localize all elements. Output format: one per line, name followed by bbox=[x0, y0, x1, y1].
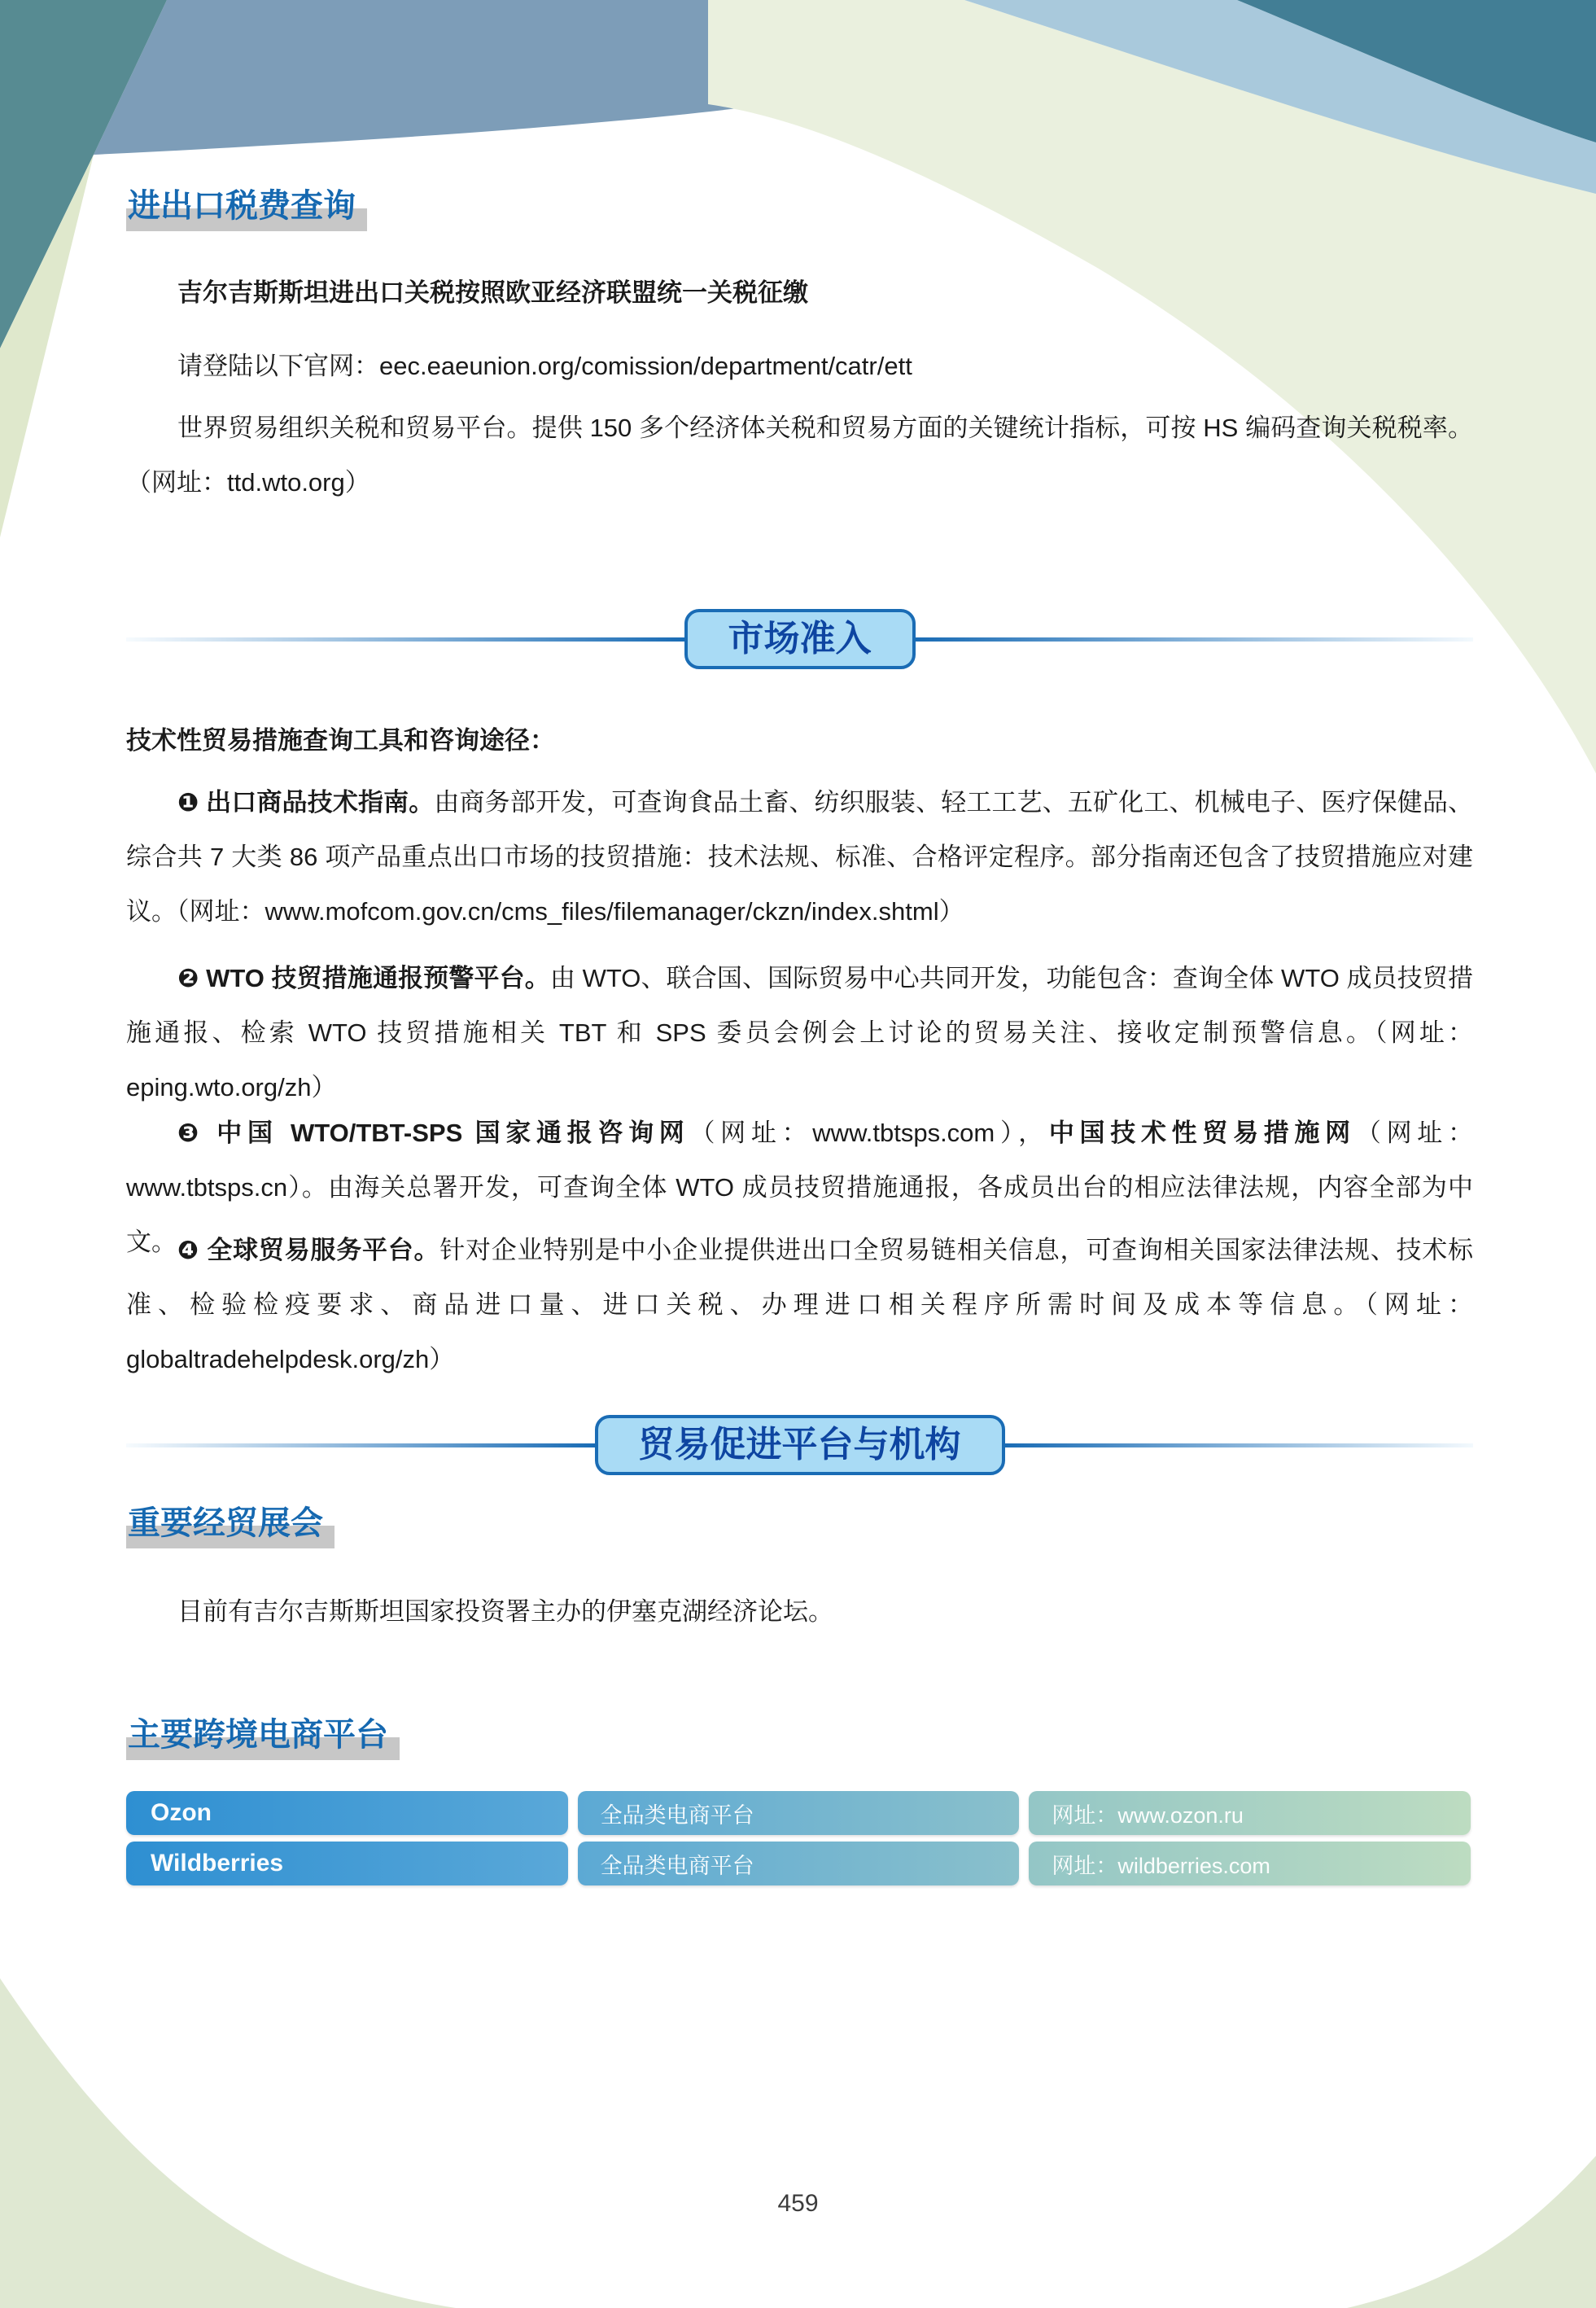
tbt-item-2-body: 由 WTO、联合国、国际贸易中心共同开发，功能包含：查询全体 WTO 成员技贸措施通报、检索 WTO 技贸措施相关 TBT 和 SPS 委员会例会上讨论的贸易关注、接收定制预警信息。（网址：eping.wto.org/zh） bbox=[126, 964, 1473, 1101]
banner-line-right bbox=[916, 637, 1474, 642]
ecommerce-heading: 主要跨境电商平台 bbox=[126, 1713, 400, 1760]
tax-bold-statement: 吉尔吉斯斯坦进出口关税按照欧亚经济联盟统一关税征缴 bbox=[177, 278, 808, 307]
trade-promotion-banner-title: 贸易促进平台与机构 bbox=[595, 1415, 1005, 1475]
tbt-tools-heading: 技术性贸易措施查询工具和咨询途径： bbox=[126, 726, 555, 755]
ecommerce-platform-table bbox=[126, 1791, 1471, 1885]
banner-line-left bbox=[126, 637, 684, 642]
tbt-item-1 bbox=[126, 775, 1473, 939]
page-number: 459 bbox=[777, 2190, 819, 2217]
banner-line-left bbox=[126, 1443, 595, 1447]
tbt-item-4-body: 针对企业特别是中小企业提供进出口全贸易链相关信息，可查询相关国家法律法规、技术标准、检验检疫要求、商品进口量、进口关税、办理进口相关程序所需时间及成本等信息。（网址：globaltradehelpdesk.org/zh） bbox=[126, 1236, 1473, 1373]
platform-name: Wildberries bbox=[126, 1842, 568, 1885]
decor-top-blue-gray-shape bbox=[94, 0, 745, 155]
tbt-item-4-lead: ❹ 全球贸易服务平台。 bbox=[177, 1236, 440, 1264]
tbt-item-2-lead: ❷ WTO 技贸措施通报预警平台。 bbox=[177, 964, 550, 992]
tax-query-heading: 进出口税费查询 bbox=[126, 184, 367, 231]
trade-promotion-banner bbox=[126, 1415, 1473, 1475]
tax-wto-paragraph: 世界贸易组织关税和贸易平台。提供 150 多个经济体关税和贸易方面的关键统计指标，可按 HS 编码查询关税税率。（网址：ttd.wto.org） bbox=[126, 414, 1473, 497]
tbt-item-1-lead: ❶ 出口商品技术指南。 bbox=[177, 788, 435, 817]
platform-name: Ozon bbox=[126, 1791, 568, 1835]
market-access-banner-title: 市场准入 bbox=[684, 609, 916, 669]
platform-url: 网址：www.ozon.ru bbox=[1029, 1791, 1471, 1835]
market-access-banner bbox=[126, 609, 1473, 669]
expo-text: 目前有吉尔吉斯斯坦国家投资署主办的伊塞克湖经济论坛。 bbox=[177, 1597, 833, 1626]
decor-bottom-left-pale-green-shape bbox=[0, 1978, 456, 2308]
tax-login-line: 请登陆以下官网：eec.eaeunion.org/comission/department/catr/ett bbox=[177, 352, 912, 380]
tbt-item-3-lead2: 中国技术性贸易措施网 bbox=[1048, 1119, 1356, 1147]
platform-url: 网址：wildberries.com bbox=[1029, 1842, 1471, 1885]
tbt-item-3-mid: （网址：www.tbtsps.com）， bbox=[689, 1119, 1049, 1147]
decor-bottom-right-pale-green-shape bbox=[1347, 2156, 1596, 2308]
banner-line-right bbox=[1005, 1443, 1474, 1447]
platform-type: 全品类电商平台 bbox=[578, 1842, 1020, 1885]
tbt-item-4 bbox=[126, 1223, 1473, 1386]
platform-type: 全品类电商平台 bbox=[578, 1791, 1020, 1835]
tbt-item-3-body: （网址：www.tbtsps.cn）。由海关总署开发，可查询全体 WTO 成员技贸措施通报，各成员出台的相应法律法规，内容全部为中文。 bbox=[126, 1119, 1473, 1256]
tbt-item-1-body: 由商务部开发，可查询食品土畜、纺织服装、轻工工艺、五矿化工、机械电子、医疗保健品、综合共 7 大类 86 项产品重点出口市场的技贸措施：技术法规、标准、合格评定程序。部分指南还包含了技贸措施应对建议。（网址：www.mofcom.gov.cn/cms_files/filemanager/ckzn/index.shtml） bbox=[126, 788, 1474, 926]
expo-heading: 重要经贸展会 bbox=[126, 1501, 335, 1548]
tbt-item-2 bbox=[126, 951, 1473, 1115]
tbt-item-3-lead: ❸ 中国 WTO/TBT-SPS 国家通报咨询网 bbox=[177, 1119, 690, 1147]
